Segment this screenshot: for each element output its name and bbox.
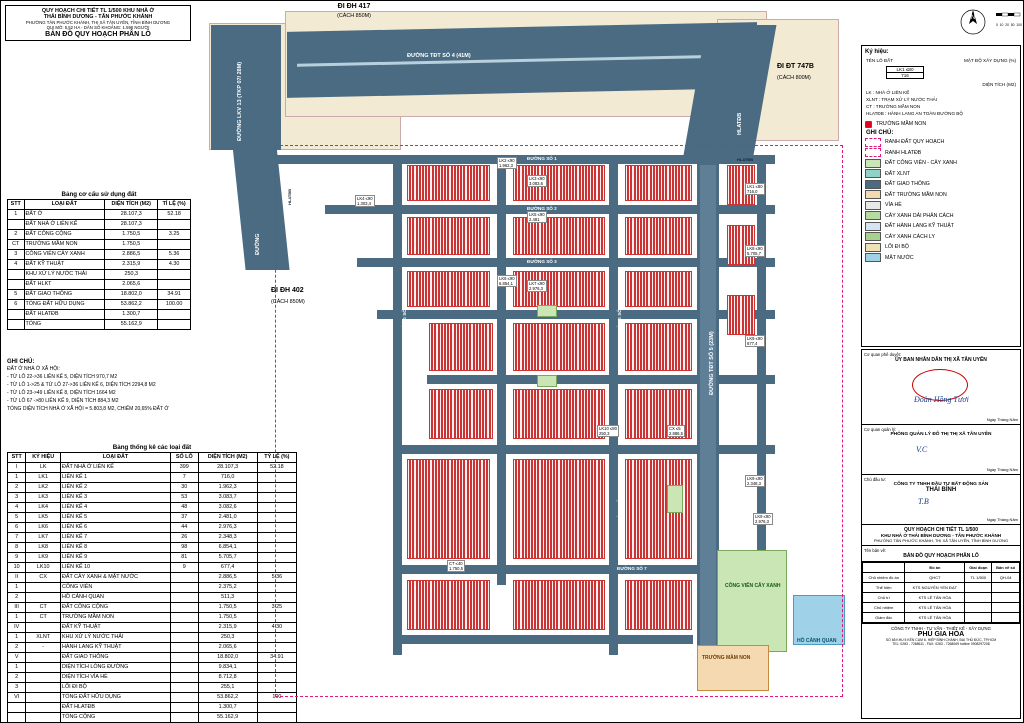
- meta-header: Giai đoạn: [965, 563, 992, 573]
- legend-item-label: RANH HLATĐB: [885, 149, 922, 156]
- block-area: 677,4: [747, 341, 758, 346]
- table1-header: DIỆN TÍCH (M2): [105, 200, 158, 210]
- table-row: 2 HỒ CẢNH QUAN 511,3: [8, 593, 297, 603]
- legend-item-label: MẶT NƯỚC: [885, 254, 914, 261]
- scale-tick: 20: [1005, 23, 1009, 27]
- legend-item: [865, 180, 1017, 189]
- approver-name: ỦY BAN NHÂN DÂN THỊ XÃ TÂN UYÊN: [895, 357, 987, 363]
- table2-header: KÝ HIỆU: [26, 453, 61, 463]
- legend-abbr-line: CT : TRƯỜNG MẦM NON: [866, 103, 921, 109]
- company-tel: TEL: 0283 - 7268611 - FAX: 0283 - 7268069 hotline 0908297208: [892, 642, 990, 646]
- direction-dt747b: ĐI ĐT 747B: [777, 63, 814, 70]
- legend-item: [865, 253, 1017, 262]
- block-area: 1.303,4: [357, 201, 371, 206]
- table2-header: SỐ LÔ: [171, 453, 199, 463]
- road-label-so5: ĐƯỜNG SỐ 5: [617, 495, 622, 525]
- legend-col1: TÊN LÔ ĐẤT: [866, 58, 894, 63]
- legend-swatch: [865, 201, 881, 210]
- legend-swatch: [865, 159, 881, 168]
- block-area: 716,0: [747, 189, 758, 194]
- north-arrow: [953, 7, 993, 41]
- legend-item-label: ĐẤT CÔNG VIÊN - CÂY XANH: [885, 160, 957, 167]
- block-code: LK10 ≤80: [599, 426, 617, 431]
- sheet-label: Tên bản vẽ:: [864, 548, 887, 553]
- legend-swatch: [865, 180, 881, 189]
- direction-dh417-sub: (CÁCH 850M): [337, 13, 371, 19]
- table-row: IV ĐẤT KỸ THUẬT 2.315,9 4.30: [8, 623, 297, 633]
- table-row: Thể hiện KTS NGUYỄN YẾN ĐẠT: [863, 583, 1020, 593]
- block-tag[interactable]: [447, 560, 465, 572]
- block-tag[interactable]: [527, 211, 547, 223]
- table-row: CT TRƯỜNG MẦM NON 1.750,5: [8, 240, 191, 250]
- block-tag[interactable]: [527, 175, 547, 187]
- signature-3: T.B: [918, 497, 929, 506]
- legend-item: [865, 232, 1017, 241]
- legend-abbr-line: XLNT : TRẠM XỬ LÝ NƯỚC THẢI: [866, 96, 938, 102]
- block-code: LK3 ≤90: [529, 176, 545, 181]
- legend-abbr-line: LK : NHÀ Ở LIÊN KẾ: [866, 90, 910, 95]
- table-row: 1 ĐẤT Ở 28.107,3 52.18: [8, 210, 191, 220]
- header-line1: QUY HOẠCH CHI TIẾT TL 1/500 KHU NHÀ Ở: [41, 8, 155, 14]
- block-area: 2.976,3: [529, 286, 543, 291]
- table1-title: Bảng cơ cấu sử dụng đất: [61, 191, 137, 198]
- lake-label: HỒ CẢNH QUAN: [797, 638, 837, 644]
- agency-name: PHÒNG QUẢN LÝ ĐÔ THỊ THỊ XÃ TÂN UYÊN: [890, 432, 992, 437]
- table-row: 3 LỐI ĐI BỘ 255,1: [8, 683, 297, 693]
- table-row: 2 LK2 LIÊN KẾ 2 30 1.962,3: [8, 483, 297, 493]
- table2-header: TỶ LỆ (%): [257, 453, 296, 463]
- note-line: ĐẤT Ở NHÀ Ở XÃ HỘI:: [7, 366, 60, 372]
- notes-block: [7, 359, 207, 413]
- table-row: 5 ĐẤT GIAO THÔNG 18.802,0 34.91: [8, 290, 191, 300]
- table-row: 1 CÔNG VIÊN 2.375,2: [8, 583, 297, 593]
- legend-item: [865, 138, 1017, 147]
- table-row: ĐẤT HLATĐB 1.300,7: [8, 703, 297, 713]
- kindergarten-marker-icon: [865, 121, 872, 128]
- road-label-so1: ĐƯỜNG SỐ 1: [527, 156, 557, 161]
- table2-header: DIỆN TÍCH (M2): [198, 453, 257, 463]
- table-row: TỔNG 55.162,9: [8, 320, 191, 330]
- block-area: 250,3: [599, 431, 610, 436]
- legend-kindergarten: [865, 121, 1017, 128]
- road-label-so7: ĐƯỜNG SỐ 7: [617, 566, 647, 571]
- table-row: 1 DIỆN TÍCH LÒNG ĐƯỜNG 9.834,1: [8, 663, 297, 673]
- road-label-so6: ĐƯỜNG SỐ 6: [402, 305, 407, 335]
- block-code: CX ≤5: [669, 426, 681, 431]
- note-line: - TỪ LÔ 1->25 & TỪ LÔ 27->36 LIÊN KẾ 6, DIỆN TÍCH 2294,8 M2: [7, 382, 156, 388]
- table-row: 2 ĐẤT CÔNG CỘNG 1.750,5 3.25: [8, 230, 191, 240]
- note-line: - TỪ LÔ 67 ->80 LIÊN KẾ 9, DIỆN TÍCH 884,3 M2: [7, 398, 119, 404]
- block-tag[interactable]: [745, 245, 765, 257]
- block-tag[interactable]: [355, 195, 375, 207]
- legend-item-label: ĐẤT XLNT: [885, 170, 910, 177]
- meta-header: [863, 563, 905, 573]
- table-row: 4 ĐẤT KỸ THUẬT 2.315,9 4.30: [8, 260, 191, 270]
- title-block: [5, 5, 191, 41]
- header-line4: QUI MÔ: 5,52 HA - DÂN SỐ KHOẢNG: 1.596 NGƯỜI: [46, 25, 150, 30]
- block-tag[interactable]: [497, 157, 517, 169]
- legend-swatch: [865, 253, 881, 262]
- scale-bar: [996, 11, 1022, 27]
- legend-item-label: CÂY XANH DẢI PHÂN CÁCH: [885, 212, 954, 219]
- legend-swatch: [865, 222, 881, 231]
- legend-col2: MẬT ĐỘ XÂY DỰNG (%): [964, 58, 1016, 63]
- block-tag[interactable]: [753, 513, 773, 525]
- legend-item-label: VỈA HÈ: [885, 202, 902, 209]
- block-tag[interactable]: [527, 280, 547, 292]
- legend-swatch: [865, 138, 881, 147]
- scale-tick: 50: [1010, 23, 1015, 27]
- block-area: 2.886,5: [669, 431, 683, 436]
- land-use-structure-table: [7, 191, 191, 330]
- block-code: LK7 ≤90: [529, 281, 545, 286]
- project-l3: PHƯỜNG TÂN PHƯỚC KHÁNH, THỊ XÃ TÂN UYÊN, TỈNH BÌNH DƯƠNG: [873, 538, 1009, 543]
- signature-2: V.C: [916, 445, 928, 454]
- block-code: LK4 ≤90: [357, 196, 373, 201]
- meta-header: Bản vẽ số: [992, 563, 1020, 573]
- investor-name: THÁI BÌNH: [925, 487, 957, 493]
- header-line2: THÁI BÌNH DƯƠNG - TÂN PHƯỚC KHÁNH: [43, 14, 153, 20]
- legend-item-label: CÂY XANH CÁCH LY: [885, 233, 935, 240]
- road-label-so2: ĐƯỜNG SỐ 2: [527, 206, 557, 211]
- signature-block: [861, 349, 1021, 719]
- block-area: 6.854,1: [499, 281, 513, 286]
- table-row: 5 LK5 LIÊN KẾ 5 37 2.481,0: [8, 513, 297, 523]
- block-code: LK2 ≤90: [499, 158, 515, 163]
- scale-tick: 100: [1016, 23, 1022, 27]
- block-code: LK5 ≤90: [529, 212, 545, 217]
- svg-text:N: N: [970, 15, 976, 21]
- block-code: LK6 ≤90: [499, 276, 515, 281]
- table1-header: TỈ LỆ (%): [158, 200, 191, 210]
- block-area: 1.962,3: [499, 163, 513, 168]
- legend-sample-box: [886, 66, 924, 79]
- direction-dt747b-sub: (CÁCH 800M): [777, 75, 811, 81]
- legend-swatch: [865, 190, 881, 199]
- table-row: 8 LK8 LIÊN KẾ 8 98 6.854,1: [8, 543, 297, 553]
- road-label-so3: ĐƯỜNG SỐ 3: [527, 259, 557, 264]
- legend-sample-code: LK1 ≤80: [896, 67, 914, 72]
- note-line: - TỪ LÔ 23->49 LIÊN KẾ 8, DIỆN TÍCH 1664 M2: [7, 390, 116, 396]
- table-row: Chủ nhiệm đồ án QHCT TL 1/500 QH-04: [863, 573, 1020, 583]
- table-row: Chủ nhiệm KTS LÊ TÂN HÒA: [863, 603, 1020, 613]
- legend-title: Ký hiệu:: [865, 49, 889, 55]
- legend-item-label: RANH ĐẤT QUY HOẠCH: [885, 139, 945, 146]
- block-area: 1.750,5: [449, 566, 463, 571]
- table-row: II CX ĐẤT CÂY XANH & MẶT NƯỚC 2.886,5 5.36: [8, 573, 297, 583]
- block-code: LK9 ≤90: [747, 336, 763, 341]
- header-title: BẢN ĐỒ QUY HOẠCH PHÂN LÔ: [45, 31, 151, 38]
- legend-sample-area: 716: [887, 72, 923, 78]
- company-label: CÔNG TY TNHH - TƯ VẤN - THIẾT KẾ - XÂY DỰNG: [891, 626, 991, 631]
- project-l2: KHU NHÀ Ở THÁI BÌNH DƯƠNG - TÂN PHƯỚC KHÁNH: [880, 533, 1002, 538]
- table-row: 3 LK3 LIÊN KẾ 3 53 3.083,7: [8, 493, 297, 503]
- legend-sample-label: DIỆN TÍCH (M2): [982, 82, 1016, 87]
- block-tag[interactable]: [745, 335, 765, 347]
- road-label-lkv13: ĐƯỜNG LKV 13 (TKP 07/ 28M): [237, 61, 243, 141]
- block-code: CT ≤40: [449, 561, 463, 566]
- block-area: 3.083,6: [529, 181, 543, 186]
- plot-map[interactable]: [197, 5, 857, 717]
- company-addr: SỐ 68 KHU 5 KÉN CỤM 6, HIỆP BÌNH CHÁNH, ĐẠI THỦ ĐỨC, TP.HCM: [885, 638, 997, 642]
- scale-tick: 0: [996, 23, 998, 27]
- table-row: 3 CÔNG VIÊN CÂY XANH 2.886,5 5.36: [8, 250, 191, 260]
- block-code: LK9 ≤90: [755, 514, 771, 519]
- legend-item: [865, 159, 1017, 168]
- legend-swatch: [865, 232, 881, 241]
- legend-ghichu-title: GHI CHÚ:: [866, 129, 894, 136]
- table-row: 2 DIỆN TÍCH VỈA HÈ 8.712,8: [8, 673, 297, 683]
- direction-dh402: ĐI ĐH 402: [271, 287, 304, 294]
- table-row: 10 LK10 LIÊN KẾ 10 9 677,4: [8, 563, 297, 573]
- table-row: 4 LK4 LIÊN KẾ 4 48 3.082,6: [8, 503, 297, 513]
- legend-swatch: [865, 211, 881, 220]
- sig2-date: Ngày Tháng Năm: [986, 467, 1018, 472]
- hlatdb-label: HLATĐB: [737, 157, 754, 162]
- sheet-name: BẢN ĐỒ QUY HOẠCH PHÂN LÔ: [903, 553, 979, 559]
- header-line3: PHƯỜNG TÂN PHƯỚC KHÁNH, THỊ XÃ TÂN UYÊN, TỈNH BÌNH DƯƠNG: [25, 20, 171, 25]
- investor-title: Chủ đầu tư:: [864, 477, 887, 482]
- title-header: [5, 5, 191, 41]
- block-tag[interactable]: [745, 183, 765, 195]
- block-tag[interactable]: [597, 425, 619, 437]
- investor-company: CÔNG TY TNHH ĐẦU TƯ BẤT ĐỘNG SẢN: [893, 482, 989, 487]
- table1-header: LOẠI ĐẤT: [24, 200, 105, 210]
- sig1-date: Ngày Tháng Năm: [986, 417, 1018, 422]
- note-line: - TỪ LÔ 22->36 LIÊN KẾ 5, DIỆN TÍCH 970,7 M2: [7, 374, 118, 380]
- table-row: III CT ĐẤT CÔNG CỘNG 1.750,5 3.25: [8, 603, 297, 613]
- table2-header: STT: [8, 453, 26, 463]
- table-row: 6 TỔNG ĐẤT HỮU DỤNG 53.862,2 100.00: [8, 300, 191, 310]
- block-code: LK8 ≤90: [747, 246, 763, 251]
- block-tag[interactable]: [497, 275, 517, 287]
- signature-1: Đoàn Hồng Tươi: [914, 395, 969, 404]
- table-row: 1 LK1 LIÊN KẾ 1 7 716,0: [8, 473, 297, 483]
- block-area: 2.481: [529, 217, 540, 222]
- notes-title: GHI CHÚ:: [7, 359, 35, 365]
- table-row: 6 LK6 LIÊN KẾ 6 44 2.976,3: [8, 523, 297, 533]
- legend-item: [865, 222, 1017, 231]
- legend-abbr-line: HLATĐB : HÀNH LANG AN TOÀN ĐƯỜNG BỘ: [866, 110, 963, 116]
- table2-title: Bảng thống kê các loại đất: [112, 444, 192, 451]
- legend-item: [865, 201, 1017, 210]
- block-tag[interactable]: [745, 475, 765, 487]
- table-row: KHU XỬ LÝ NƯỚC THẢI 250,3: [8, 270, 191, 280]
- table-row: ĐẤT HLATĐB 1.300,7: [8, 310, 191, 320]
- road-label-tdt5: ĐƯỜNG TĐT SỐ 5 (23M): [709, 331, 715, 395]
- road-label-duong: ĐƯỜNG: [255, 233, 261, 255]
- legend-item: [865, 169, 1017, 178]
- legend-kindergarten-label: TRƯỜNG MẦM NON: [876, 121, 927, 128]
- table-row: 1 XLNT KHU XỬ LÝ NƯỚC THẢI 250,3: [8, 633, 297, 643]
- table-row: Chủ trì KTS LÊ TÂN HÒA: [863, 593, 1020, 603]
- company-name: PHÚ GIA HÒA: [917, 631, 965, 638]
- project-title: QUY HOẠCH CHI TIẾT TL 1/500: [904, 527, 978, 533]
- road-label-tdt4: ĐƯỜNG TĐT SỐ 4 (41M): [407, 53, 471, 59]
- direction-dh417: ĐI ĐH 417: [337, 3, 371, 10]
- block-code: LK9 ≤90: [747, 476, 763, 481]
- table-row: 9 LK9 LIÊN KẾ 9 81 5.705,7: [8, 553, 297, 563]
- legend-swatch: [865, 148, 881, 157]
- table-row: 2 - HÀNH LANG KỸ THUẬT 2.065,6: [8, 643, 297, 653]
- legend-item-label: ĐẤT GIAO THÔNG: [885, 181, 930, 188]
- direction-dh402-sub: (CÁCH 850M): [271, 299, 305, 305]
- table-row: VI TỔNG ĐẤT HỮU DỤNG 53.862,2 100: [8, 693, 297, 703]
- hlatdb-label: HLATĐB: [287, 188, 292, 205]
- legend-panel: [861, 45, 1021, 347]
- table-row: TỔNG CỘNG 55.162,9: [8, 713, 297, 723]
- table-row: ĐẤT HLKT 2.065,6: [8, 280, 191, 290]
- sheet-meta-table: [862, 562, 1020, 623]
- table1-header: STT: [8, 200, 25, 210]
- legend-item: [865, 148, 1017, 157]
- approver-title: Cơ quan phê duyệt:: [864, 352, 901, 357]
- agency-title: Cơ quan quản lý:: [864, 427, 897, 432]
- block-area: 5.705,7: [747, 251, 761, 256]
- table1: [7, 199, 191, 330]
- road-label-hlatdb-right: HLATĐB: [737, 112, 743, 135]
- legend-item: [865, 190, 1017, 199]
- legend-swatch: [865, 169, 881, 178]
- road-label-so4: ĐƯỜNG SỐ 4: [617, 305, 622, 335]
- block-code: LK1 ≤80: [747, 184, 763, 189]
- table-row: I LK ĐẤT NHÀ Ở LIÊN KẾ 399 28.107,3 52.18: [8, 463, 297, 473]
- legend-item: [865, 211, 1017, 220]
- block-area: 2.348,3: [747, 481, 761, 486]
- table-row: 1 CT TRƯỜNG MẦM NON 1.750,5: [8, 613, 297, 623]
- table-row: 7 LK7 LIÊN KẾ 7 26 2.348,3: [8, 533, 297, 543]
- meta-header: Đồ án: [905, 563, 965, 573]
- block-tag[interactable]: [667, 425, 685, 437]
- legend-item-label: ĐẤT HÀNH LANG KỸ THUẬT: [885, 223, 954, 230]
- legend-swatch: [865, 243, 881, 252]
- table2-header: LOẠI ĐẤT: [60, 453, 170, 463]
- legend-item-label: LỐI ĐI BỘ: [885, 244, 909, 251]
- kindergarten-label: TRƯỜNG MẦM NON: [702, 655, 751, 661]
- scale-tick: 10: [999, 23, 1004, 27]
- park-label: CÔNG VIÊN CÂY XANH: [725, 583, 781, 589]
- table-row: V ĐẤT GIAO THÔNG 18.802,0 34.91: [8, 653, 297, 663]
- note-line: TỔNG DIỆN TÍCH NHÀ Ở XÃ HỘI = 5.803,8 M2, CHIẾM 20,65% ĐẤT Ở: [7, 406, 169, 412]
- table-row: ĐẤT NHÀ Ở LIÊN KẾ 28.107,3: [8, 220, 191, 230]
- block-area: 2.976,3: [755, 519, 769, 524]
- table-row: Giám đốc KTS LÊ TÂN HÒA: [863, 613, 1020, 623]
- legend-item: [865, 243, 1017, 252]
- sig3-date: Ngày Tháng Năm: [986, 517, 1018, 522]
- legend-item-label: ĐẤT TRƯỜNG MẦM NON: [885, 191, 947, 198]
